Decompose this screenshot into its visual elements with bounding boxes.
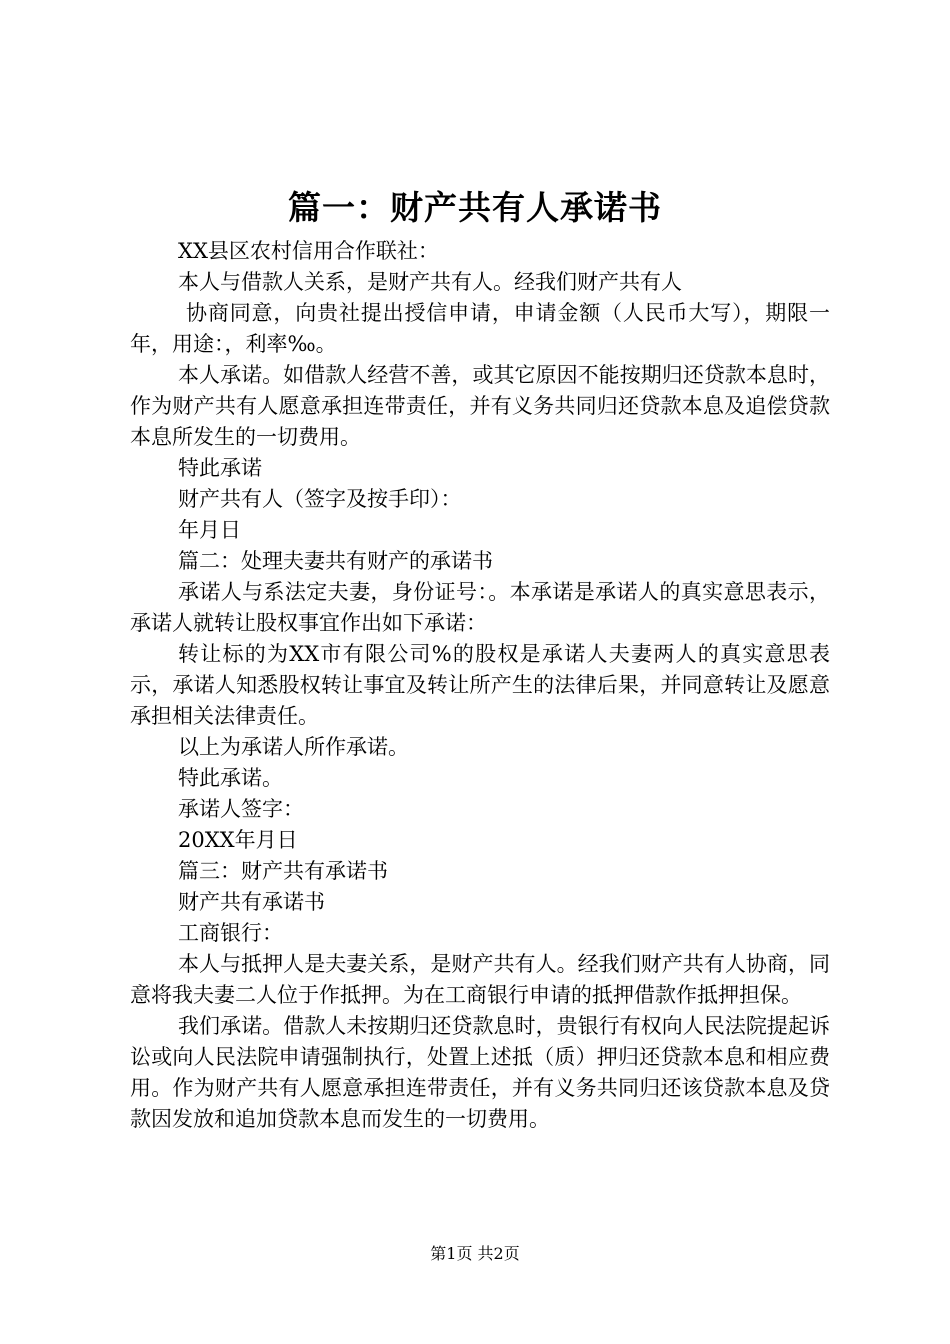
paragraph-date-2: 20XX年月日 xyxy=(178,828,298,852)
paragraph-couple: 承诺人与系法定夫妻，身份证号：。本承诺是承诺人的真实意思表示，承诺人就转让股权事宜作出如下承诺： xyxy=(130,580,830,635)
page-footer: 第1页 共2页 xyxy=(430,1244,520,1263)
document-title: 篇一：财产共有人承诺书 xyxy=(288,188,662,227)
paragraph-signature-1: 财产共有人（签字及按手印）： xyxy=(178,487,462,511)
paragraph-date-1: 年月日 xyxy=(178,518,241,542)
paragraph-mortgage: 本人与抵押人是夫妻关系，是财产共有人。经我们财产共有人协商，同意将我夫妻二人位于作抵押。为在工商银行申请的抵押借款作抵押担保。 xyxy=(130,952,830,1007)
paragraph-signature-2: 承诺人签字： xyxy=(178,797,304,821)
paragraph-transfer: 转让标的为XX市有限公司%的股权是承诺人夫妻两人的真实意思表示，承诺人知悉股权转让事宜及转让所产生的法律后果，并同意转让及愿意承担相关法律责任。 xyxy=(130,642,830,728)
document-body xyxy=(130,236,830,1135)
paragraph-application: 协商同意，向贵社提出授信申请，申请金额（人民币大写），期限一年，用途：，利率‰。 xyxy=(130,301,830,356)
paragraph-relation: 本人与借款人关系，是财产共有人。经我们财产共有人 xyxy=(178,270,682,294)
paragraph-subtitle-3: 财产共有承诺书 xyxy=(178,890,325,914)
paragraph-commitment-1: 本人承诺。如借款人经营不善，或其它原因不能按期归还贷款本息时，作为财产共有人愿意承担连带责任，并有义务共同归还贷款本息及追偿贷款本息所发生的一切费用。 xyxy=(130,363,830,449)
paragraph-addressee-1: XX县区农村信用合作联社： xyxy=(178,239,439,263)
paragraph-addressee-3: 工商银行： xyxy=(178,921,283,945)
paragraph-above: 以上为承诺人所作承诺。 xyxy=(178,735,409,759)
paragraph-commitment-3: 我们承诺。借款人未按期归还贷款息时，贵银行有权向人民法院提起诉讼或向人民法院申请强制执行，处置上述抵（质）押归还贷款本息和相应费用。作为财产共有人愿意承担连带责任，并有义务共同归还该贷款本息及贷款因发放和追加贷款本息而发生的一切费用。 xyxy=(130,1014,830,1131)
paragraph-closing-2: 特此承诺。 xyxy=(178,766,283,790)
section-heading-3: 篇三：财产共有承诺书 xyxy=(178,859,388,883)
section-heading-2: 篇二：处理夫妻共有财产的承诺书 xyxy=(178,549,493,573)
paragraph-closing-1: 特此承诺 xyxy=(178,456,262,480)
